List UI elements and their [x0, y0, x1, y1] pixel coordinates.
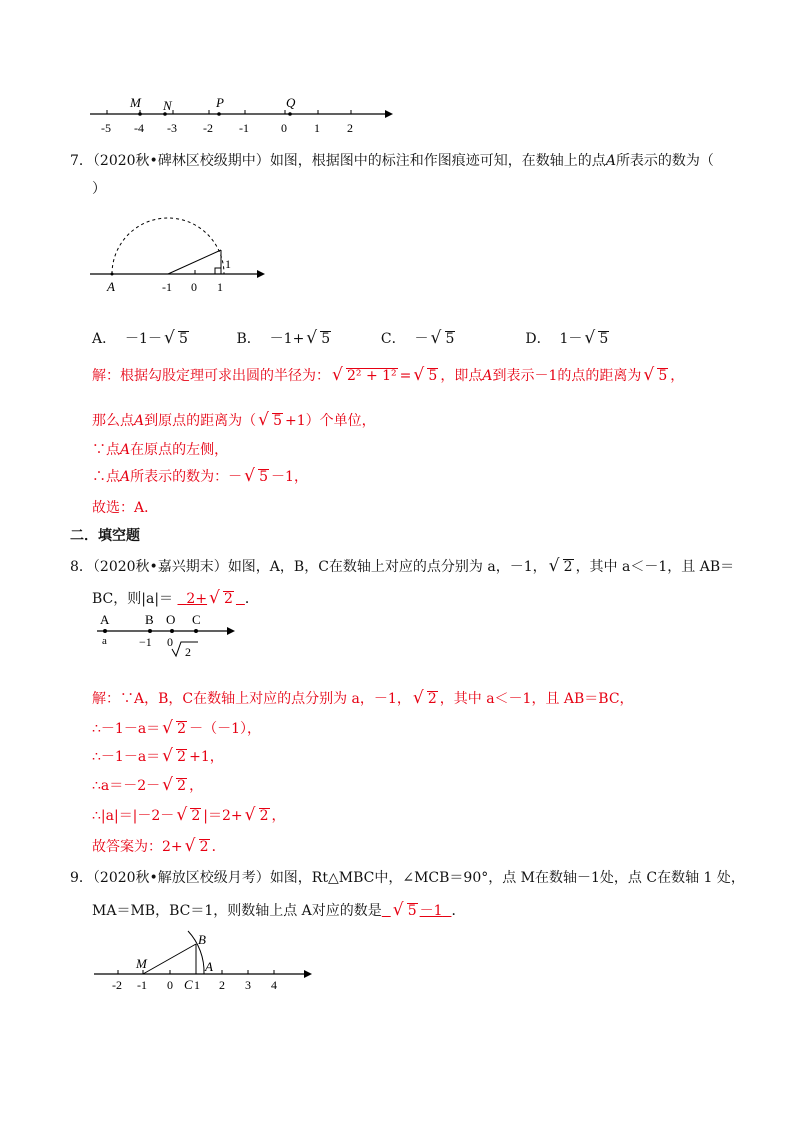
q7-stem-close: ） — [92, 181, 106, 197]
tick-label: -4 — [134, 121, 144, 135]
label-b: B — [145, 612, 154, 627]
point-label-n: N — [163, 98, 172, 113]
label-c: C — [192, 612, 201, 627]
axis-arrow — [257, 270, 265, 278]
label-b: B — [198, 932, 206, 947]
q9-source: （2020秋•解放区校级月考） — [92, 870, 270, 886]
point-label-p: P — [216, 95, 224, 110]
top-number-line-figure — [85, 92, 395, 140]
q7-option-a[interactable]: A． －1－√ 5 — [92, 328, 232, 348]
q7-solution-line5: 故选：A． — [92, 500, 159, 516]
q7-solution-line1: 解：根据勾股定理可求出圆的半径为：√ 2² + 1² =√ 5 ，即点A到表示－1的点的距离为√ 5 ， — [92, 365, 684, 385]
q7-figure — [85, 196, 275, 294]
label-a: A — [205, 959, 213, 974]
q7-solution-line4: ∴点A所表示的数为：－√ 5 －1， — [92, 466, 308, 486]
tick-label: -1 — [239, 121, 249, 135]
label-side-1: 1 — [225, 257, 231, 271]
q9-figure — [92, 925, 317, 995]
q9-stem-line2: MA＝MB，BC＝1，则数轴上点 A对应的数是 √ 5 －1 ． — [92, 900, 465, 920]
q8-stem-line1: 8．（2020秋•嘉兴期末）如图，A，B，C在数轴上对应的点分别为 a，－1，√ 2 ，其中 a＜－1，且 AB＝ — [70, 556, 734, 576]
q8-number: 8． — [70, 559, 93, 575]
tick-label: 0 — [281, 121, 287, 135]
tick-label: -2 — [112, 978, 122, 992]
tick-label: -1 — [137, 978, 147, 992]
section-heading: 二．填空题 — [70, 528, 140, 544]
label-neg1: −1 — [139, 635, 152, 649]
label-c: C — [184, 977, 193, 992]
label-sqrt2: 2 — [185, 645, 191, 659]
q9-number: 9． — [70, 870, 93, 886]
right-angle-mark — [215, 268, 221, 274]
point-a-dot — [111, 273, 114, 276]
q8-solution-line6: 故答案为：2+√ 2 ． — [92, 836, 226, 856]
segment-mb — [143, 944, 196, 974]
point-label-q: Q — [286, 95, 296, 110]
q8-source: （2020秋•嘉兴期末） — [92, 559, 228, 575]
q8-solution-line1: 解：∵A，B，C在数轴上对应的点分别为 a，－1，√ 2 ，其中 a＜－1，且 AB＝BC， — [92, 688, 634, 708]
axis-arrow — [385, 110, 393, 118]
label-neg1: -1 — [162, 280, 172, 294]
tick-label: 4 — [271, 978, 277, 992]
q7-source: （2020秋•碑林区校级期中） — [92, 153, 270, 169]
tick-label: 3 — [245, 978, 251, 992]
q7-option-d[interactable]: D． 1－√ 5 — [525, 328, 665, 348]
tick-label: 2 — [347, 121, 353, 135]
q8-solution-line5: ∴|a|＝|－2－√ 2 |＝2+√ 2 ， — [92, 805, 286, 825]
q9-stem-line1: 9．（2020秋•解放区校级月考）如图，Rt△MBC中，∠MCB＝90°，点 M在数轴－1处，点 C在数轴 1 处， — [70, 870, 745, 886]
tick-label: 1 — [194, 978, 200, 992]
dashed-arc — [112, 218, 224, 274]
tick-label: 1 — [314, 121, 320, 135]
label-1: 1 — [217, 280, 223, 294]
q7-options — [92, 328, 665, 348]
axis-arrow — [304, 970, 312, 978]
q8-answer-blank: 2+√ 2 — [178, 591, 245, 607]
q8-figure — [92, 612, 242, 664]
q8-solution-line4: ∴a＝－2－√ 2 ， — [92, 775, 203, 795]
label-0: 0 — [191, 280, 197, 294]
tick-label: -5 — [101, 121, 111, 135]
q9-answer-blank: √ 5 －1 — [382, 903, 452, 919]
q8-stem-line2: BC，则|a|＝ 2+√ 2 ． — [92, 588, 259, 608]
label-a-value: a — [102, 635, 107, 647]
label-0: 0 — [167, 635, 173, 649]
q7-stem: 7．（2020秋•碑林区校级期中）如图，根据图中的标注和作图痕迹可知，在数轴上的点A所表示的数为（ — [70, 153, 714, 169]
tick-label: -3 — [167, 121, 177, 135]
tick-label: -2 — [203, 121, 213, 135]
label-m: M — [136, 956, 147, 971]
point-label-m: M — [130, 95, 141, 110]
tick-label: 0 — [167, 978, 173, 992]
axis-arrow — [227, 627, 235, 635]
q7-solution-line2: 那么点A到原点的距离为（√ 5 +1）个单位， — [92, 410, 376, 430]
tick-label: 2 — [219, 978, 225, 992]
label-a: A — [100, 612, 110, 627]
label-o: O — [166, 612, 176, 627]
q8-solution-line3: ∴－1－a＝√ 2 +1， — [92, 746, 224, 766]
q7-solution-line3: ∵点A在原点的左侧， — [92, 442, 229, 458]
q7-number: 7． — [70, 153, 93, 169]
q7-option-b[interactable]: B． －1+√ 5 — [236, 328, 376, 348]
label-a: A — [107, 279, 115, 294]
q8-solution-line2: ∴－1－a＝√ 2 －（－1）， — [92, 718, 261, 738]
q7-option-c[interactable]: C． －√ 5 — [381, 328, 521, 348]
